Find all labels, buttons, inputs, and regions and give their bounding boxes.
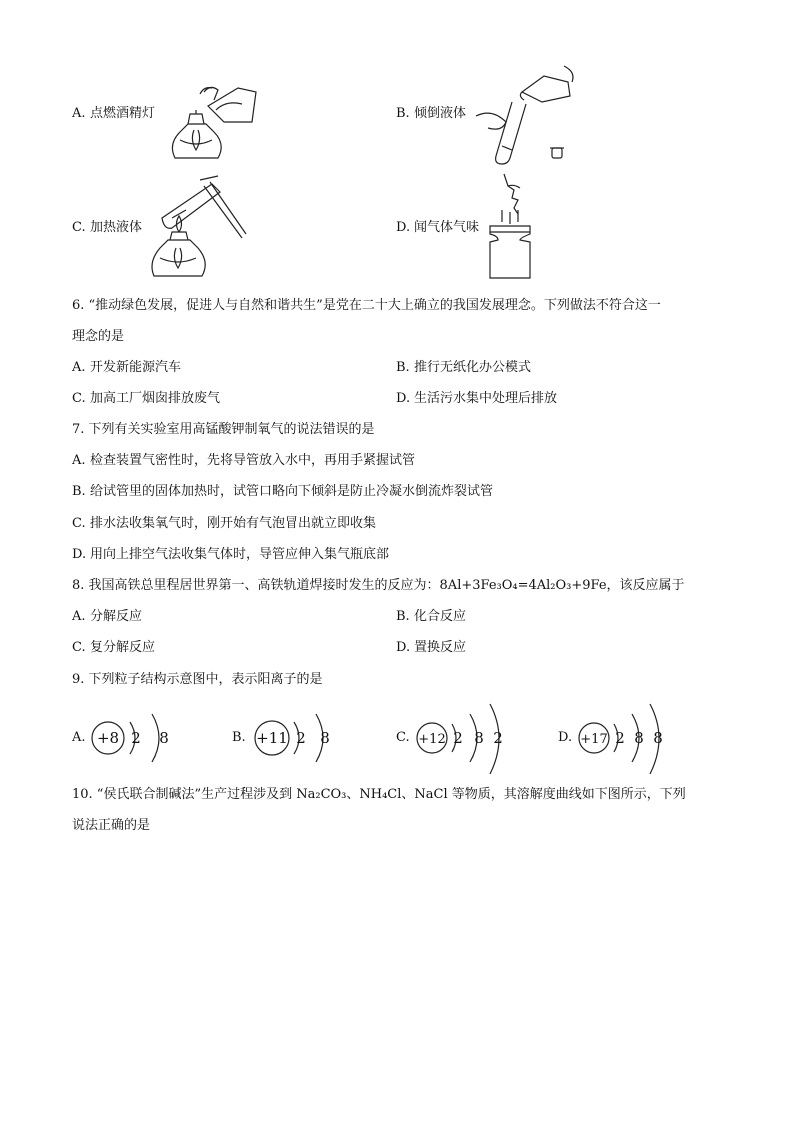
q10-stem-line2: 说法正确的是 — [72, 818, 151, 833]
electron-shell-arc — [152, 714, 159, 762]
q6-option-c[interactable] — [72, 389, 220, 409]
option-letter: C. — [72, 220, 86, 235]
q8-option-b[interactable] — [396, 607, 466, 627]
shell-electrons: 2 — [615, 729, 625, 747]
nucleus-charge: +11 — [256, 729, 288, 747]
q7-option-c[interactable] — [72, 514, 376, 534]
option-text: 给试管里的固体加热时，试管口略向下倾斜是防止冷凝水倒流炸裂试管 — [90, 484, 494, 499]
nucleus-charge: +8 — [96, 729, 120, 747]
option-letter: A. — [72, 360, 86, 375]
atom-c-diagram[interactable] — [414, 696, 514, 780]
q7-option-a[interactable] — [72, 451, 415, 471]
q6-stem-line1: 6. “推动绿色发展，促进人与自然和谐共生”是党在二十大上确立的我国发展理念。下列做法不符合这一 — [72, 298, 661, 313]
shell-electrons: 8 — [634, 729, 644, 747]
q6-option-a[interactable] — [72, 358, 181, 378]
option-letter: C. — [72, 516, 86, 531]
option-text: 置换反应 — [414, 640, 467, 655]
shell-electrons: 2 — [296, 729, 306, 747]
option-letter: B. — [396, 609, 410, 624]
option-text: 加高工厂烟囱排放废气 — [90, 391, 221, 406]
atom-d-diagram[interactable] — [576, 696, 676, 780]
pouring-liquid-figure — [472, 62, 582, 170]
shell-electrons: 8 — [474, 729, 484, 747]
option-letter: B. — [396, 360, 410, 375]
shell-electrons: 8 — [653, 729, 663, 747]
shell-electrons: 2 — [493, 729, 503, 747]
atom-b-letter[interactable]: B. — [232, 730, 246, 745]
q5-option-c[interactable] — [72, 218, 142, 238]
atom-a-letter[interactable]: A. — [72, 730, 86, 745]
q5-option-d[interactable] — [396, 218, 479, 238]
smelling-gas-figure — [484, 170, 544, 282]
atom-a-diagram[interactable] — [90, 700, 180, 776]
option-text: 化合反应 — [414, 609, 467, 624]
shell-electrons: 8 — [320, 729, 330, 747]
option-letter: A. — [72, 106, 86, 121]
q6-option-d[interactable] — [396, 389, 557, 409]
nucleus-charge: +17 — [580, 732, 608, 747]
option-text: 复分解反应 — [90, 640, 156, 655]
option-letter: A. — [72, 453, 86, 468]
atom-b-diagram[interactable] — [252, 700, 342, 776]
shell-electrons: 2 — [131, 729, 141, 747]
option-text: 倾倒液体 — [414, 106, 467, 121]
q7-stem: 7. 下列有关实验室用高锰酸钾制氧气的说法错误的是 — [72, 422, 375, 437]
option-letter: D. — [396, 220, 411, 235]
q5-option-b[interactable] — [396, 104, 466, 124]
q8-stem: 8. 我国高铁总里程居世界第一、高铁轨道焊接时发生的反应为：8Al+3Fe₃O₄=4Al₂O₃+9Fe，该反应属于 — [72, 578, 685, 593]
q7-option-b[interactable] — [72, 482, 493, 502]
option-letter: A. — [72, 609, 86, 624]
option-text: 生活污水集中处理后排放 — [414, 391, 558, 406]
nucleus-charge: +12 — [418, 732, 446, 747]
lighting-alcohol-lamp-figure — [160, 70, 270, 162]
q6-option-b[interactable] — [396, 358, 531, 378]
option-text: 用向上排空气法收集气体时，导管应伸入集气瓶底部 — [90, 547, 390, 562]
option-text: 排水法收集氧气时，刚开始有气泡冒出就立即收集 — [90, 516, 377, 531]
q5-option-a[interactable] — [72, 104, 155, 124]
option-letter: B. — [72, 484, 86, 499]
heating-liquid-figure — [146, 172, 256, 280]
q6-stem-line2: 理念的是 — [72, 329, 125, 344]
option-text: 点燃酒精灯 — [90, 106, 156, 121]
shell-electrons: 2 — [453, 729, 463, 747]
option-letter: D. — [396, 640, 411, 655]
option-letter: D. — [72, 547, 87, 562]
q10-stem-line1: 10. “侯氏联合制碱法”生产过程涉及到 Na₂CO₃、NH₄Cl、NaCl 等物质，其溶解度曲线如下图所示，下列 — [72, 787, 686, 802]
option-letter: C. — [72, 640, 86, 655]
option-letter: B. — [396, 106, 410, 121]
atom-d-letter[interactable]: D. — [558, 730, 573, 745]
option-text: 推行无纸化办公模式 — [414, 360, 532, 375]
option-letter: D. — [396, 391, 411, 406]
q7-option-d[interactable] — [72, 545, 389, 565]
q8-option-d[interactable] — [396, 638, 466, 658]
option-text: 检查装置气密性时，先将导管放入水中，再用手紧握试管 — [90, 453, 416, 468]
option-text: 闻气体气味 — [414, 220, 480, 235]
q8-option-c[interactable] — [72, 638, 155, 658]
atom-c-letter[interactable]: C. — [396, 730, 410, 745]
q8-option-a[interactable] — [72, 607, 142, 627]
option-text: 分解反应 — [90, 609, 143, 624]
q9-stem: 9. 下列粒子结构示意图中，表示阳离子的是 — [72, 672, 323, 687]
option-text: 开发新能源汽车 — [90, 360, 182, 375]
option-text: 加热液体 — [90, 220, 143, 235]
shell-electrons: 8 — [159, 729, 169, 747]
option-letter: C. — [72, 391, 86, 406]
